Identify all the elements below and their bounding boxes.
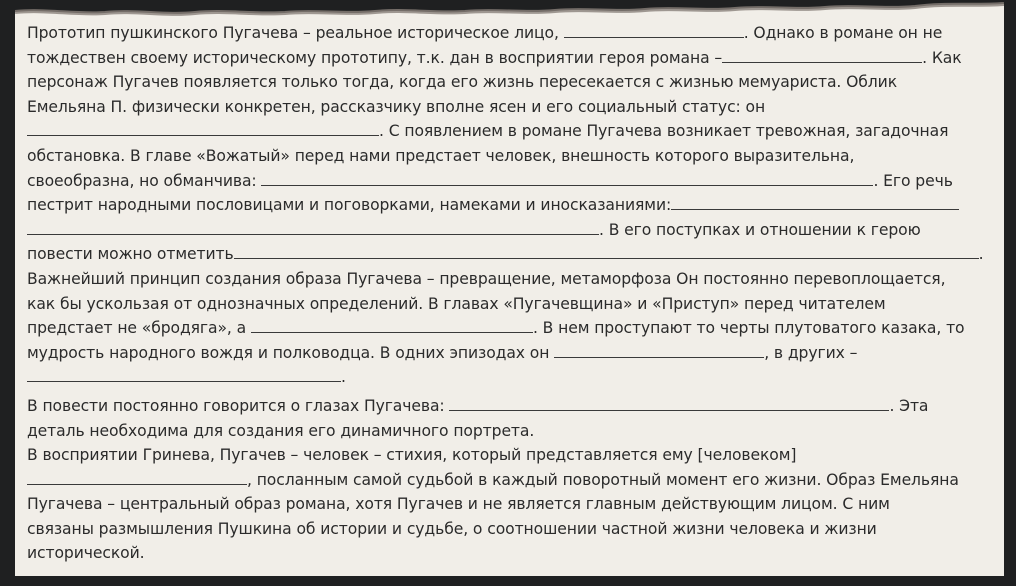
text-line <box>27 316 1002 341</box>
line-text: пестрит народными пословицами и поговорками, намеками и иносказаниями: <box>27 196 672 215</box>
text-line: исторической. <box>27 544 145 563</box>
line-text: . Его речь <box>873 171 953 190</box>
line-text: . Как <box>922 48 962 67</box>
text-line <box>27 46 1002 71</box>
document-sheet <box>15 0 1004 576</box>
text-line <box>27 119 1002 144</box>
line-text: . В его поступках и отношении к герою <box>599 220 921 239</box>
text-line <box>27 365 1002 390</box>
line-text: , в других – <box>764 343 858 362</box>
line-text: предстает не «бродяга», а <box>27 319 251 338</box>
line-text: тождествен своему историческому прототипу, т.к. дан в восприятии героя романа – <box>27 48 723 67</box>
line-text: В повести постоянно говорится о глазах Пугачева: <box>27 396 450 415</box>
answer-blank[interactable] <box>261 172 873 186</box>
text-line: деталь необходима для создания его динамичного портрета. <box>27 421 535 440</box>
line-text: . Однако в романе он не <box>743 24 943 42</box>
line-text: . В нем проступают то черты плутоватого казака, то <box>532 319 965 338</box>
answer-blank[interactable] <box>27 471 247 485</box>
answer-blank[interactable] <box>27 368 341 382</box>
answer-blank[interactable] <box>722 49 922 63</box>
text-line <box>27 193 1002 218</box>
answer-blank[interactable] <box>554 344 764 358</box>
answer-blank[interactable] <box>27 221 599 235</box>
text-line: персонаж Пугачев появляется только тогда, когда его жизнь пересекается с жизнью мемуариста. Облик <box>27 73 898 92</box>
line-text: мудрость народного вождя и полководца. В одних эпизодах он <box>27 343 555 362</box>
text-line: В восприятии Гринева, Пугачев – человек – стихия, который представляется ему [человеком] <box>27 446 797 465</box>
text-line <box>27 21 1002 46</box>
line-text: своеобразна, но обманчива: <box>27 171 262 190</box>
text-line: обстановка. В главе «Вожатый» перед нами предстает человек, внешность которого выразительна, <box>27 146 855 165</box>
answer-blank[interactable] <box>449 397 889 411</box>
text-line <box>27 169 1002 194</box>
line-text: Прототип пушкинского Пугачева – реальное историческое лицо, <box>27 24 564 42</box>
text-line <box>27 341 1002 366</box>
text-line: как бы ускользая от однозначных определений. В главах «Пугачевщина» и «Приступ» перед читателем <box>27 294 886 313</box>
fill-in-text <box>27 21 1002 566</box>
line-text: . С появлением в романе Пугачева возникает тревожная, загадочная <box>379 122 949 141</box>
answer-blank[interactable] <box>234 245 979 259</box>
text-line: связаны размышления Пушкина об истории и судьбе, о соотношении частной жизни человека и жизни <box>27 519 877 538</box>
text-line <box>27 242 1002 267</box>
line-text: . <box>978 245 984 264</box>
text-line: Важнейший принцип создания образа Пугачева – превращение, метаморфоза Он постоянно перевоплощается, <box>27 269 946 288</box>
answer-blank[interactable] <box>671 196 959 210</box>
text-line <box>27 394 1002 419</box>
line-text: . Эта <box>889 396 929 415</box>
answer-blank[interactable] <box>564 24 744 38</box>
text-line: Пугачева – центральный образ романа, хотя Пугачев и не является главным действующим лицом. С ним <box>27 495 890 514</box>
text-line <box>27 218 1002 243</box>
text-line <box>27 468 1002 493</box>
line-text: , посланным самой судьбой в каждый поворотный момент его жизни. Образ Емельяна <box>247 470 959 489</box>
answer-blank[interactable] <box>27 122 379 136</box>
text-line: Емельяна П. физически конкретен, рассказчику вполне ясен и его социальный статус: он <box>27 97 766 116</box>
answer-blank[interactable] <box>251 319 533 333</box>
line-text: повести можно отметить <box>27 245 234 264</box>
line-text: . <box>341 368 346 387</box>
